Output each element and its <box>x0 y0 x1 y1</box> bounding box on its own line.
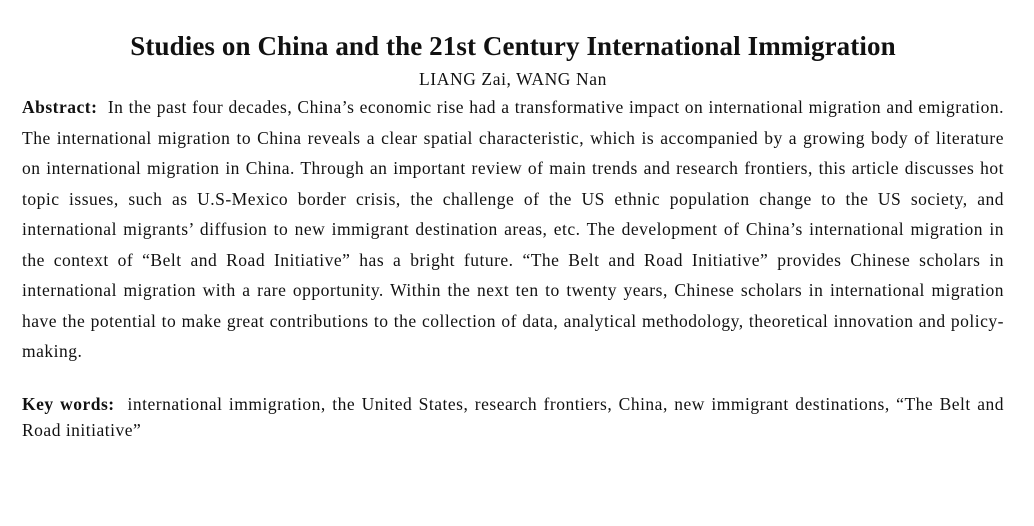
keywords-label: Key words: <box>22 393 115 414</box>
keywords-text: international immigration, the United States, research frontiers, China, new immigrant destinations, “The Belt and Road initiative” <box>22 393 1004 440</box>
paper-title: Studies on China and the 21st Century International Immigration <box>130 31 896 61</box>
abstract-text: In the past four decades, China’s economic rise had a transformative impact on international migration and emigration. The international migration to China reveals a clear spatial characteristic, which is accompanied by a growing body of literature on international migration in China. Through an important review of main trends and research frontiers, this article discusses hot topic issues, such as U.S-Mexico border crisis, the challenge of the US ethnic population change to the US society, and international migrants’ diffusion to new immigrant destination areas, etc. The development of China’s international migration in the context of “Belt and Road Initiative” has a bright future. “The Belt and Road Initiative” provides Chinese scholars in international migration with a rare opportunity. Within the next ten to twenty years, Chinese scholars in international migration have the potential to make great contributions to the collection of data, analytical methodology, theoretical innovation and policy-making. <box>22 97 1004 361</box>
abstract-label: Abstract: <box>22 97 98 117</box>
paper-authors: LIANG Zai, WANG Nan <box>419 69 607 89</box>
keywords-paragraph <box>22 391 1004 443</box>
abstract-paragraph <box>22 92 1004 367</box>
document-page <box>22 26 1004 443</box>
